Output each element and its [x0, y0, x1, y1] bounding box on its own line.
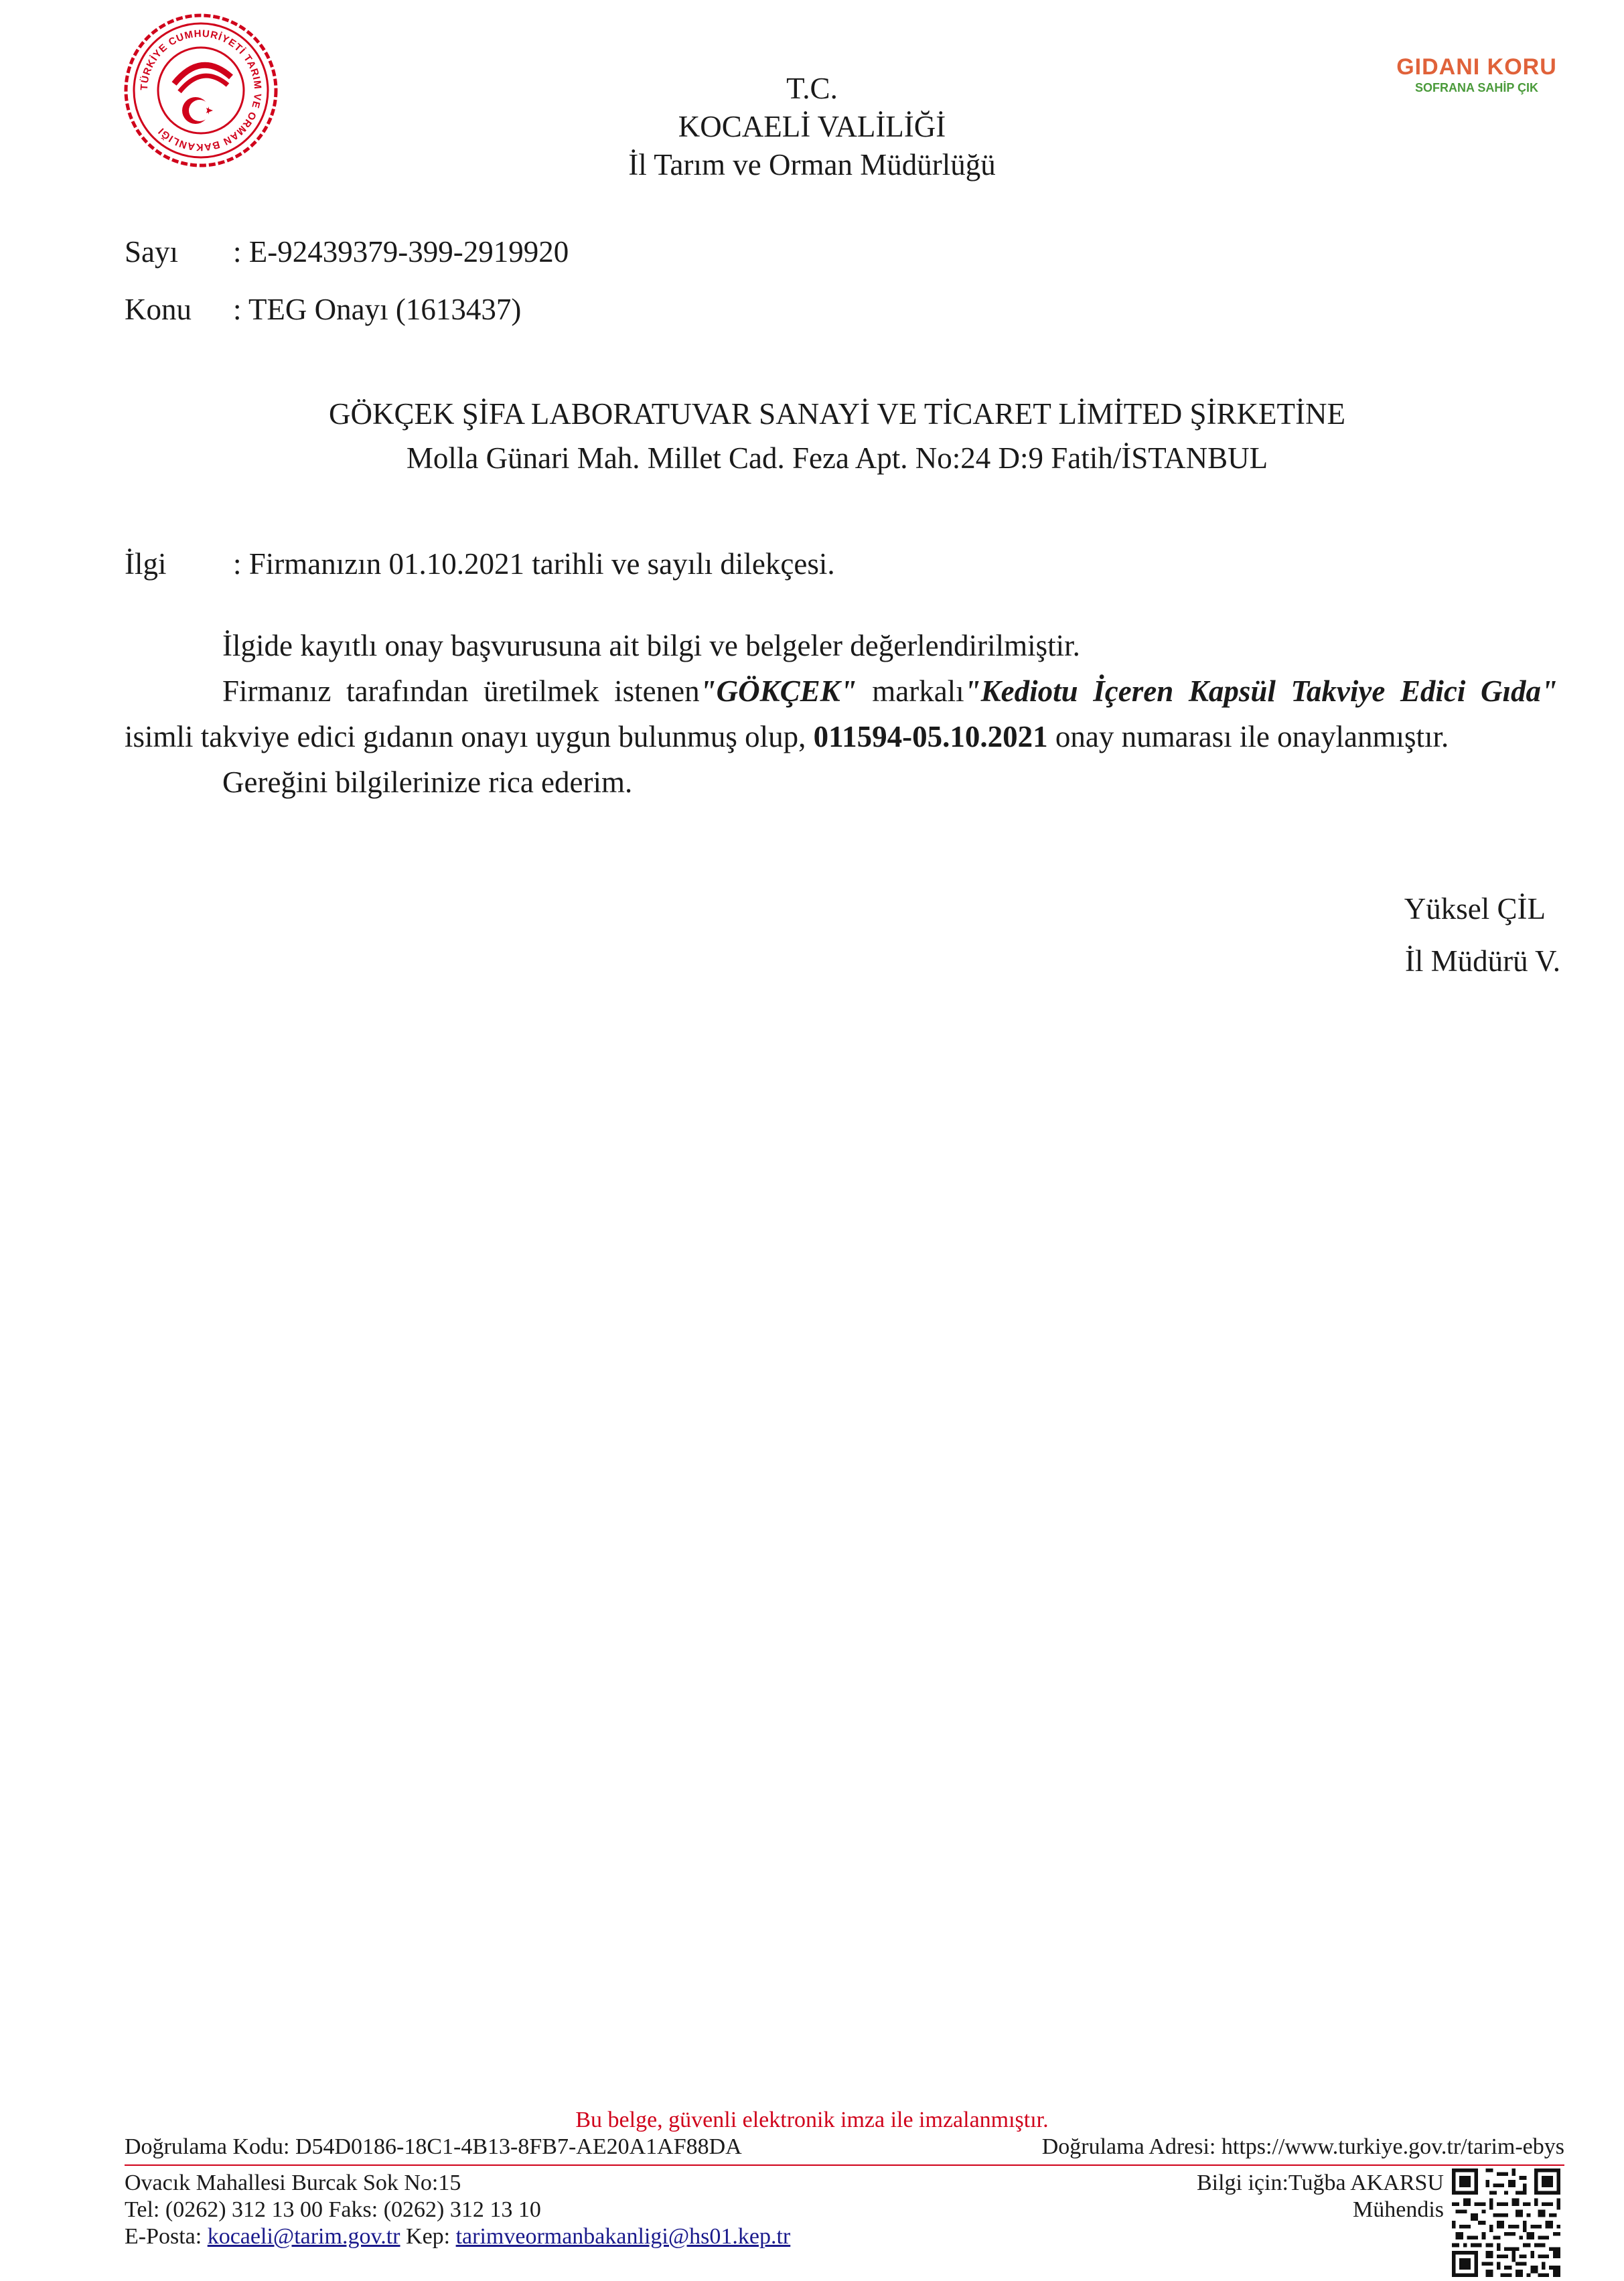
header-line-tc: T.C. [786, 72, 838, 105]
verification-address: Doğrulama Adresi: https://www.turkiye.gov.tr/tarim-ebys [1041, 2134, 1564, 2159]
email-link[interactable]: kocaeli@tarim.gov.tr [207, 2224, 400, 2249]
logo-line-2: SOFRANA SAHİP ÇIK [1414, 81, 1539, 94]
sayi-row [125, 223, 569, 281]
approval-number: 011594-05.10.2021 [813, 720, 1048, 753]
sayi-value: : E-92439379-399-2919920 [233, 235, 569, 269]
verification-code: Doğrulama Kodu: D54D0186-18C1-4B13-8FB7-AE20A1AF88DA [125, 2134, 742, 2159]
header-line-valilik: KOCAELİ VALİLİĞİ [678, 110, 946, 143]
verification-row [125, 2134, 1564, 2160]
office-email-row [125, 2223, 1564, 2250]
svg-text:TÜRKİYE CUMHURİYETİ TARIM VE O: TÜRKİYE CUMHURİYETİ TARIM VE ORMAN BAKANLIĞI [138, 27, 264, 153]
ilgi-row [125, 544, 835, 584]
header-line-mudurluk: İl Tarım ve Orman Müdürlüğü [628, 148, 996, 181]
letter-meta [125, 223, 569, 338]
footer-divider [125, 2164, 1564, 2166]
recipient-name: GÖKÇEK ŞİFA LABORATUVAR SANAYİ VE TİCARET LİMİTED ŞİRKETİNE [329, 397, 1345, 431]
info-title: Mühendis [1353, 2197, 1444, 2222]
info-contact: Bilgi için:Tuğba AKARSU [1196, 2170, 1444, 2195]
body-paragraph-3: Gereğini bilgilerinize rica ederim. [222, 765, 633, 799]
sayi-label: Sayı [125, 235, 179, 269]
qr-code [1452, 2168, 1560, 2277]
konu-row [125, 281, 569, 338]
signature-block [1404, 883, 1560, 987]
email-label: E-Posta: [125, 2224, 208, 2249]
kep-link[interactable]: tarimveormanbakanligi@hs01.kep.tr [455, 2224, 791, 2249]
recipient-block [0, 392, 1624, 480]
letter-body [125, 623, 1558, 805]
signer-name: Yüksel ÇİL [1404, 892, 1546, 926]
kep-label: Kep: [400, 2224, 456, 2249]
ilgi-value: : Firmanızın 01.10.2021 tarihli ve sayılı dilekçesi. [233, 547, 835, 581]
info-contact-block [1197, 2170, 1444, 2223]
office-address: Ovacık Mahallesi Burcak Sok No:15 [125, 2170, 461, 2195]
ilgi-label: İlgi [125, 547, 167, 581]
e-signature-note: Bu belge, güvenli elektronik imza ile imzalanmıştır. [575, 2108, 1049, 2132]
recipient-address: Molla Günari Mah. Millet Cad. Feza Apt. No:24 D:9 Fatih/İSTANBUL [406, 441, 1268, 475]
body-text: markalı [857, 674, 964, 708]
konu-value: : TEG Onayı (1613437) [233, 293, 522, 326]
logo-line-1: GIDANI KORU [1396, 54, 1557, 80]
konu-label: Konu [125, 293, 192, 326]
signer-title: İl Müdürü V. [1404, 944, 1560, 978]
product-name: "Kediotu İçeren Kapsül Takviye Edici Gıda" [964, 674, 1558, 708]
body-paragraph-1: İlgide kayıtlı onay başvurusuna ait bilgi ve belgeler değerlendirilmiştir. [222, 629, 1080, 662]
body-text: Firmanız tarafından üretilmek istenen [222, 674, 700, 708]
body-paragraph-2 [125, 668, 1558, 759]
office-phone: Tel: (0262) 312 13 00 Faks: (0262) 312 13 10 [125, 2197, 541, 2222]
body-text: onay numarası ile onaylanmıştır. [1047, 720, 1449, 753]
brand-name: "GÖKÇEK" [699, 674, 857, 708]
letter-header [0, 70, 1624, 184]
contact-info [125, 2170, 1564, 2250]
body-text: isimli takviye edici gıdanın onayı uygun bulunmuş olup, [125, 720, 814, 753]
